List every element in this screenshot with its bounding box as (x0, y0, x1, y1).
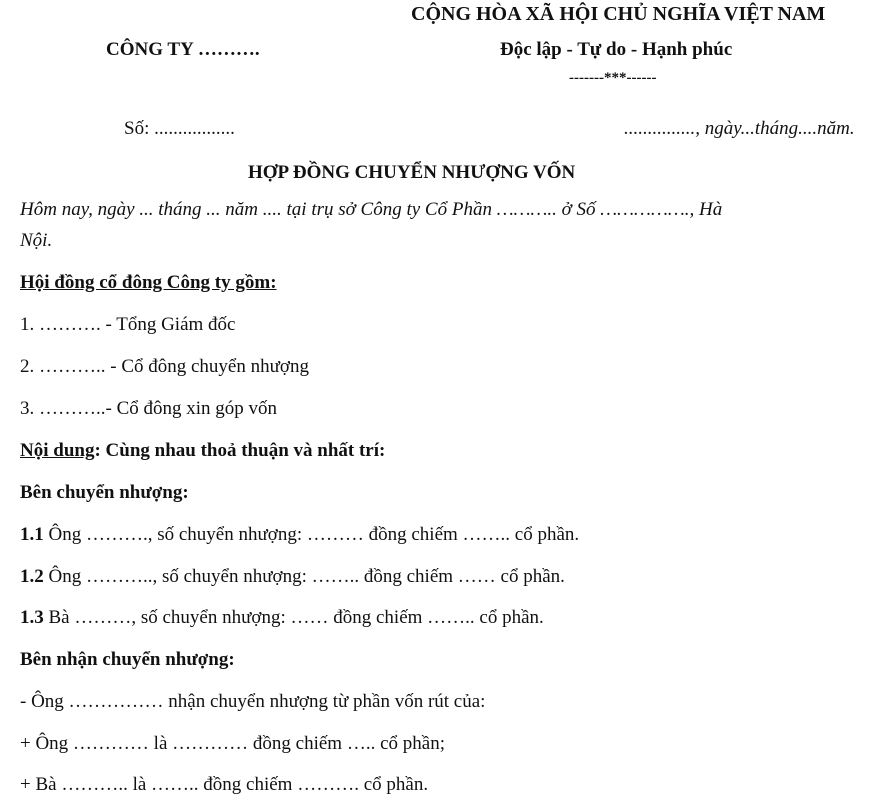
document-number: Số: ................. (124, 118, 235, 139)
transferor-item (20, 524, 579, 546)
transferor-item (20, 566, 565, 588)
item-number: 1.1 (20, 524, 44, 545)
transferor-item (20, 607, 544, 629)
item-text: Ông ………., số chuyển nhượng: ……… đồng chiếm …….. cổ phần. (43, 524, 580, 545)
council-member-3: 3. ………..- Cổ đông xin góp vốn (20, 398, 278, 419)
council-member-1: 1. ………. - Tổng Giám đốc (20, 314, 236, 335)
council-heading: Hội đồng cổ đông Công ty gồm: (20, 272, 277, 293)
council-member-2: 2. ……….. - Cổ đông chuyển nhượng (20, 356, 309, 377)
nation-heading: CỘNG HÒA XÃ HỘI CHỦ NGHĨA VIỆT NAM (411, 3, 826, 25)
item-number: 1.3 (20, 607, 44, 628)
content-line (20, 440, 385, 462)
intro-line-1: Hôm nay, ngày ... tháng ... năm .... tại trụ sở Công ty Cổ Phần ……….. ở Số ……………., Hà (20, 199, 723, 220)
header-separator: -------***------ (569, 70, 657, 86)
content-text: : Cùng nhau thoả thuận và nhất trí: (94, 440, 386, 461)
transferor-heading: Bên chuyển nhượng: (20, 482, 189, 503)
transferee-heading: Bên nhận chuyển nhượng: (20, 649, 235, 670)
transferee-line-2: + Ông ………… là ………… đồng chiếm ….. cổ phần; (20, 733, 445, 754)
content-label: Nội dung (20, 440, 95, 461)
item-number: 1.2 (20, 566, 44, 587)
transferee-line-1: - Ông …………… nhận chuyển nhượng từ phần vốn rút của: (20, 691, 486, 712)
place-date: ..............., ngày...tháng....năm. (624, 118, 855, 139)
transferee-line-3: + Bà ……….. là …….. đồng chiếm ………. cổ phần. (20, 774, 429, 795)
motto: Độc lập - Tự do - Hạnh phúc (500, 39, 733, 60)
item-text: Bà ………, số chuyển nhượng: …… đồng chiếm …….. cổ phần. (43, 607, 544, 628)
intro-line-2: Nội. (20, 230, 53, 251)
company-name: CÔNG TY ………. (106, 39, 260, 60)
item-text: Ông ……….., số chuyển nhượng: …….. đồng chiếm …… cổ phần. (43, 566, 565, 587)
document-title: HỢP ĐỒNG CHUYỂN NHƯỢNG VỐN (248, 162, 576, 183)
